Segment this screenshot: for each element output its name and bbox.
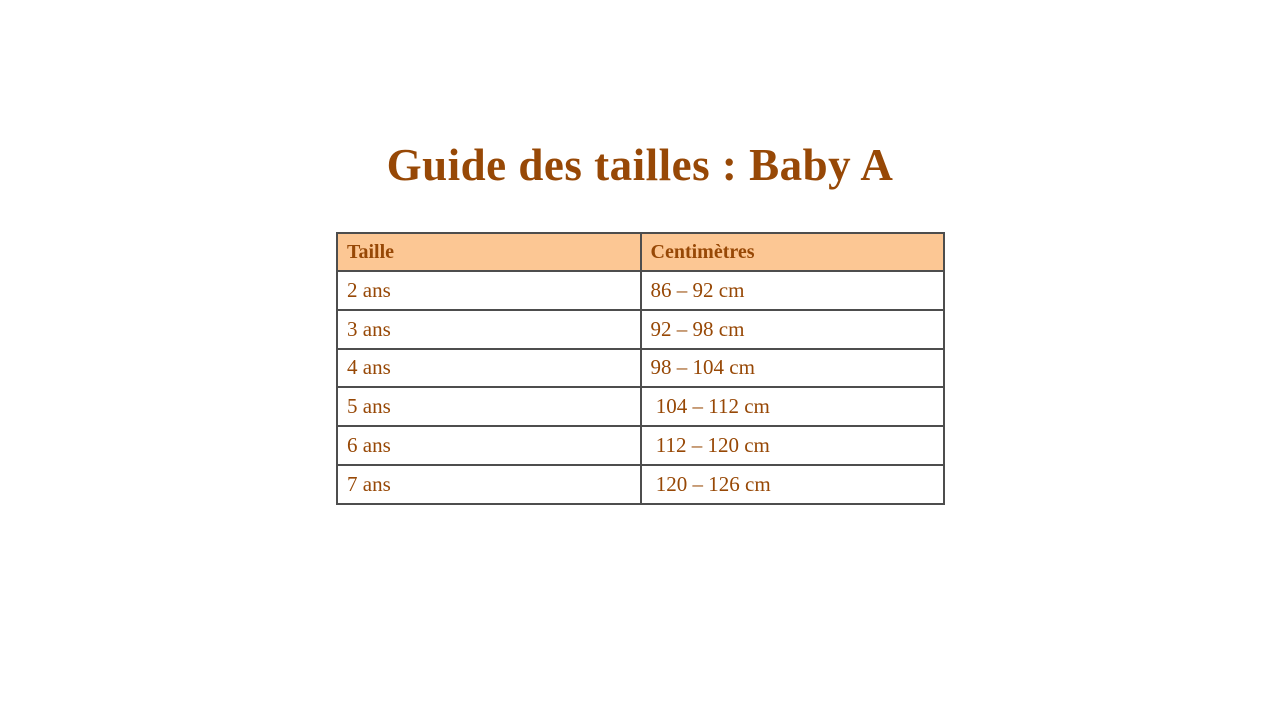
table-row xyxy=(337,465,944,504)
cm-cell: 86 – 92 cm xyxy=(641,271,945,310)
table-body xyxy=(337,271,944,504)
table-row xyxy=(337,310,944,349)
cm-cell: 112 – 120 cm xyxy=(641,426,945,465)
size-cell: 6 ans xyxy=(337,426,641,465)
cm-cell: 98 – 104 cm xyxy=(641,349,945,388)
size-cell: 4 ans xyxy=(337,349,641,388)
table-row xyxy=(337,349,944,388)
cm-cell: 104 – 112 cm xyxy=(641,387,945,426)
size-cell: 7 ans xyxy=(337,465,641,504)
table-row xyxy=(337,387,944,426)
size-cell: 5 ans xyxy=(337,387,641,426)
table-header-row xyxy=(337,233,944,271)
cm-cell: 92 – 98 cm xyxy=(641,310,945,349)
size-cell: 2 ans xyxy=(337,271,641,310)
table-row xyxy=(337,271,944,310)
cm-cell: 120 – 126 cm xyxy=(641,465,945,504)
page-title: Guide des tailles : Baby A xyxy=(386,140,894,190)
table-row xyxy=(337,426,944,465)
header-cell-taille: Taille xyxy=(337,233,641,271)
table-header xyxy=(337,233,944,271)
header-cell-centimetres: Centimètres xyxy=(641,233,945,271)
size-cell: 3 ans xyxy=(337,310,641,349)
size-guide-table xyxy=(336,232,945,505)
